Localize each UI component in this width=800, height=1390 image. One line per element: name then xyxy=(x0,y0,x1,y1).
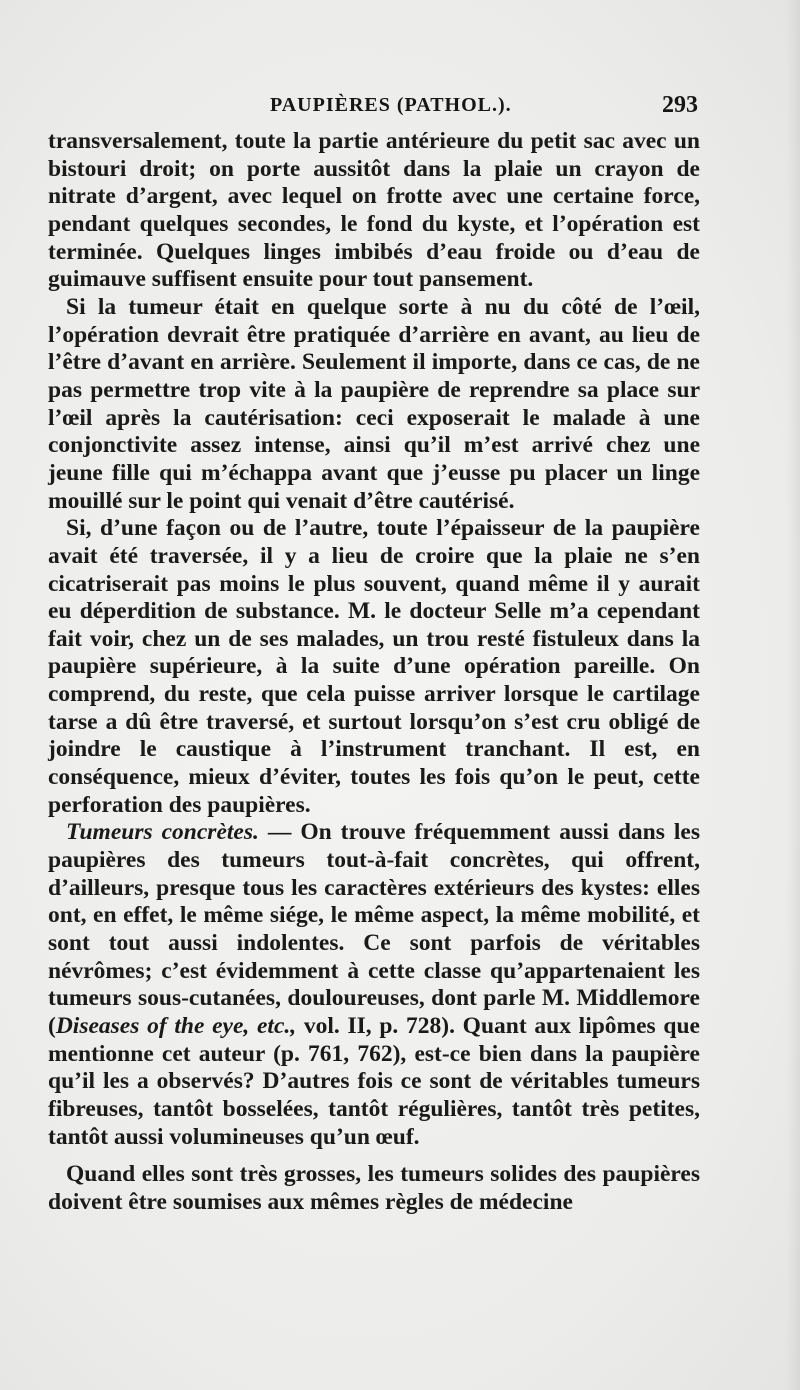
page-number: 293 xyxy=(662,92,698,118)
page-header xyxy=(48,92,698,126)
paragraph-2: Si la tumeur était en quelque sorte à nu du côté de l’œil, l’opération devrait être pratiquée d’arrière en avant, au lieu de l’être d’avant en arrière. Seulement il importe, dans ce cas, de ne pas permettre trop vite à la paupière de reprendre sa place sur l’œil après la cautérisation: ceci exposerait le malade à une conjonctivite assez intense, ainsi qu’il m’est arrivé chez une jeune fille qui m’échappa avant que j’eusse pu placer un linge mouillé sur le point qui venait d’être cautérisé. xyxy=(48,293,700,514)
citation-title: Diseases of the eye, etc., xyxy=(55,1013,297,1039)
running-title: PAUPIÈRES (PATHOL.). xyxy=(270,94,512,116)
paragraph-3: Si, d’une façon ou de l’autre, toute l’épaisseur de la paupière avait été traversée, il y a lieu de croire que la plaie ne s’en cicatriserait pas moins le plus souvent, quand même il y aurait eu déperdition de substance. M. le docteur Selle m’a cependant fait voir, chez un de ses malades, un trou resté fistuleux dans la paupière supérieure, à la suite d’une opération pareille. On comprend, du reste, que cela puisse arriver lorsque le cartilage tarse a dû être traversé, et surtout lorsqu’on s’est cru obligé de joindre le caustique à l’instrument tranchant. Il est, en conséquence, mieux d’éviter, toutes les fois qu’on le peut, cette perforation des paupières. xyxy=(48,515,700,818)
page-edge-shadow xyxy=(786,0,800,1390)
paragraph-1: transversalement, toute la partie antérieure du petit sac avec un bistouri droit; on porte aussitôt dans la plaie un crayon de nitrate d’argent, avec lequel on frotte avec une certaine force, pendant quelques secondes, le fond du kyste, et l’opération est terminée. Quelques linges imbibés d’eau froide ou d’eau de guimauve suffisent ensuite pour tout pansement. xyxy=(48,128,700,293)
section-lead: Tumeurs concrètes. xyxy=(66,819,259,846)
paragraph-4 xyxy=(48,819,700,1151)
paragraph-5: Quand elles sont très grosses, les tumeurs solides des paupières doivent être soumises aux mêmes règles de médecine xyxy=(48,1161,700,1215)
body-text xyxy=(48,128,700,1217)
paragraph-4-text-after: vol. II, p. 728). Quant aux lipômes que mentionne cet auteur (p. 761, 762), est-ce bien dans la paupière qu’il les a observés? D’autres fois ce sont de véritables tumeurs fibreuses, tantôt bosselées, tantôt régulières, tantôt très petites, tantôt aussi volumineuses qu’un œuf. xyxy=(48,1013,700,1150)
paragraph-4-text: — On trouve fréquemment aussi dans les paupières des tumeurs tout-à-fait concrètes, qui offrent, d’ailleurs, presque tous les caractères extérieurs des kystes: elles ont, en effet, le même siége, le même aspect, la même mobilité, et sont tout aussi indolentes. Ce sont parfois de véritables névrômes; c’est évidemment à cette classe qu’appartenaient les tumeurs sous-cutanées, douloureuses, dont parle M. Middlemore ( xyxy=(48,819,700,1039)
